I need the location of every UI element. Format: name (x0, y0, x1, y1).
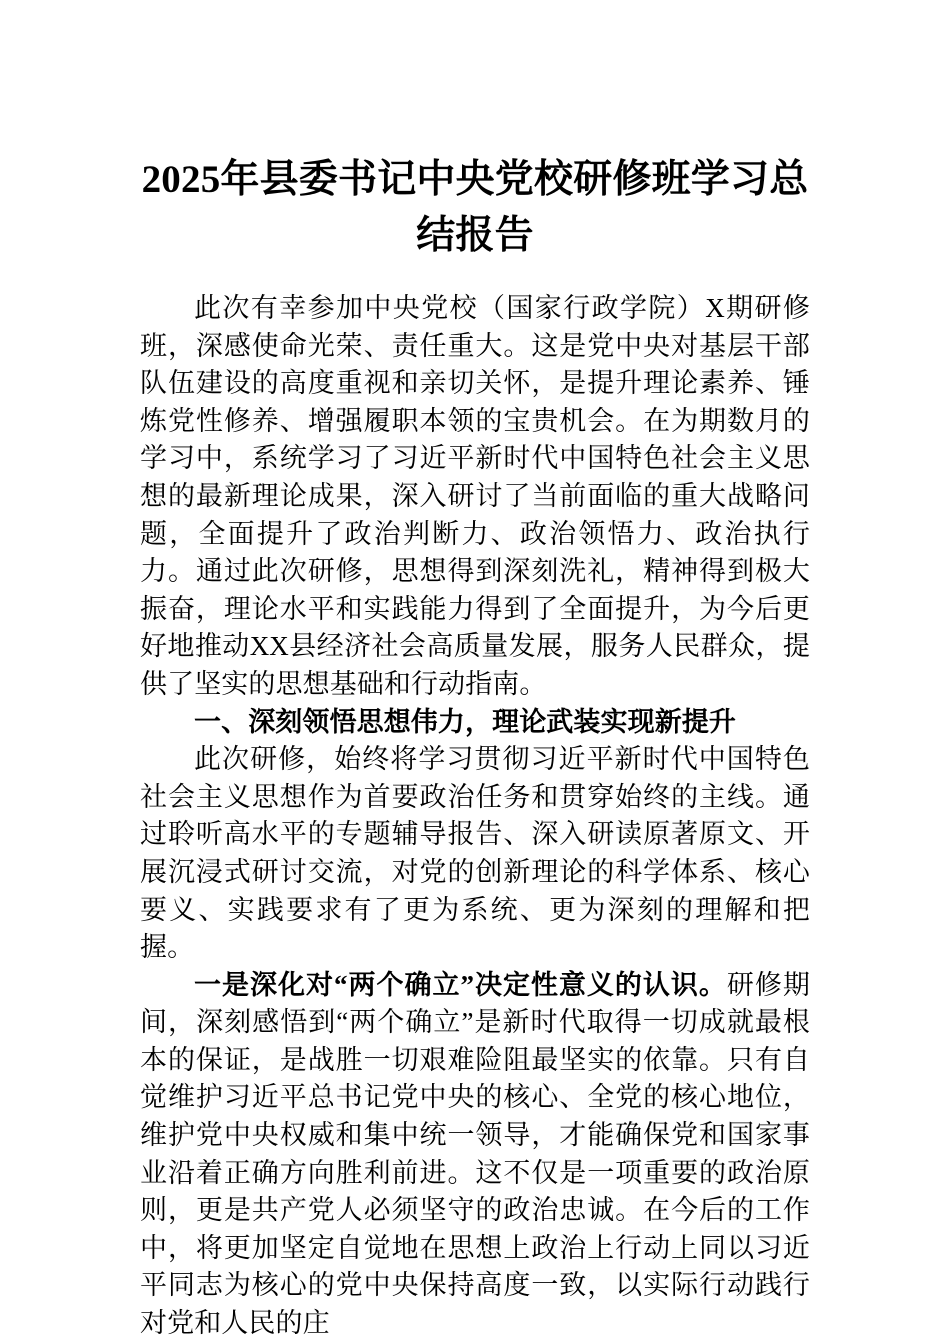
paragraph-point-one-body: 研修期间，深刻感悟到“两个确立”是新时代取得一切成就最根本的保证，是战胜一切艰难险阻最坚实的依靠。只有自觉维护习近平总书记党中央的核心、全党的核心地位，维护党中央权威和集中统一领导，才能确保党和国家事业沿着正确方向胜利前进。这不仅是一项重要的政治原则，更是共产党人必须坚守的政治忠诚。在今后的工作中，将更加坚定自觉地在思想上政治上行动上同以习近平同志为核心的党中央保持高度一致，以实际行动践行对党和人民的庄 (140, 969, 810, 1339)
paragraph-section1-body: 此次研修，始终将学习贯彻习近平新时代中国特色社会主义思想作为首要政治任务和贯穿始终的主线。通过聆听高水平的专题辅导报告、深入研读原著原文、开展沉浸式研讨交流，对党的创新理论的科学体系、核心要义、实践要求有了更为系统、更为深刻的理解和把握。 (140, 744, 810, 963)
paragraph-point-one (140, 967, 810, 1343)
page-title: 2025年县委书记中央党校研修班学习总结报告 (141, 158, 809, 257)
section-heading-1: 一、深刻领悟思想伟力，理论武装实现新提升 (194, 706, 736, 737)
paragraph-point-one-lead: 一是深化对“两个确立”决定性意义的认识。 (194, 969, 727, 1000)
page-content-area (140, 0, 810, 1343)
paragraph-intro: 此次有幸参加中央党校（国家行政学院）X期研修班，深感使命光荣、责任重大。这是党中央对基层干部队伍建设的高度重视和亲切关怀，是提升理论素养、锤炼党性修养、增强履职本领的宝贵机会。在为期数月的学习中，系统学习了习近平新时代中国特色社会主义思想的最新理论成果，深入研讨了当前面临的重大战略问题，全面提升了政治判断力、政治领悟力、政治执行力。通过此次研修，思想得到深刻洗礼，精神得到极大振奋，理论水平和实践能力得到了全面提升，为今后更好地推动XX县经济社会高质量发展，服务人民群众，提供了坚实的思想基础和行动指南。 (140, 293, 810, 699)
document-body (140, 264, 810, 1343)
